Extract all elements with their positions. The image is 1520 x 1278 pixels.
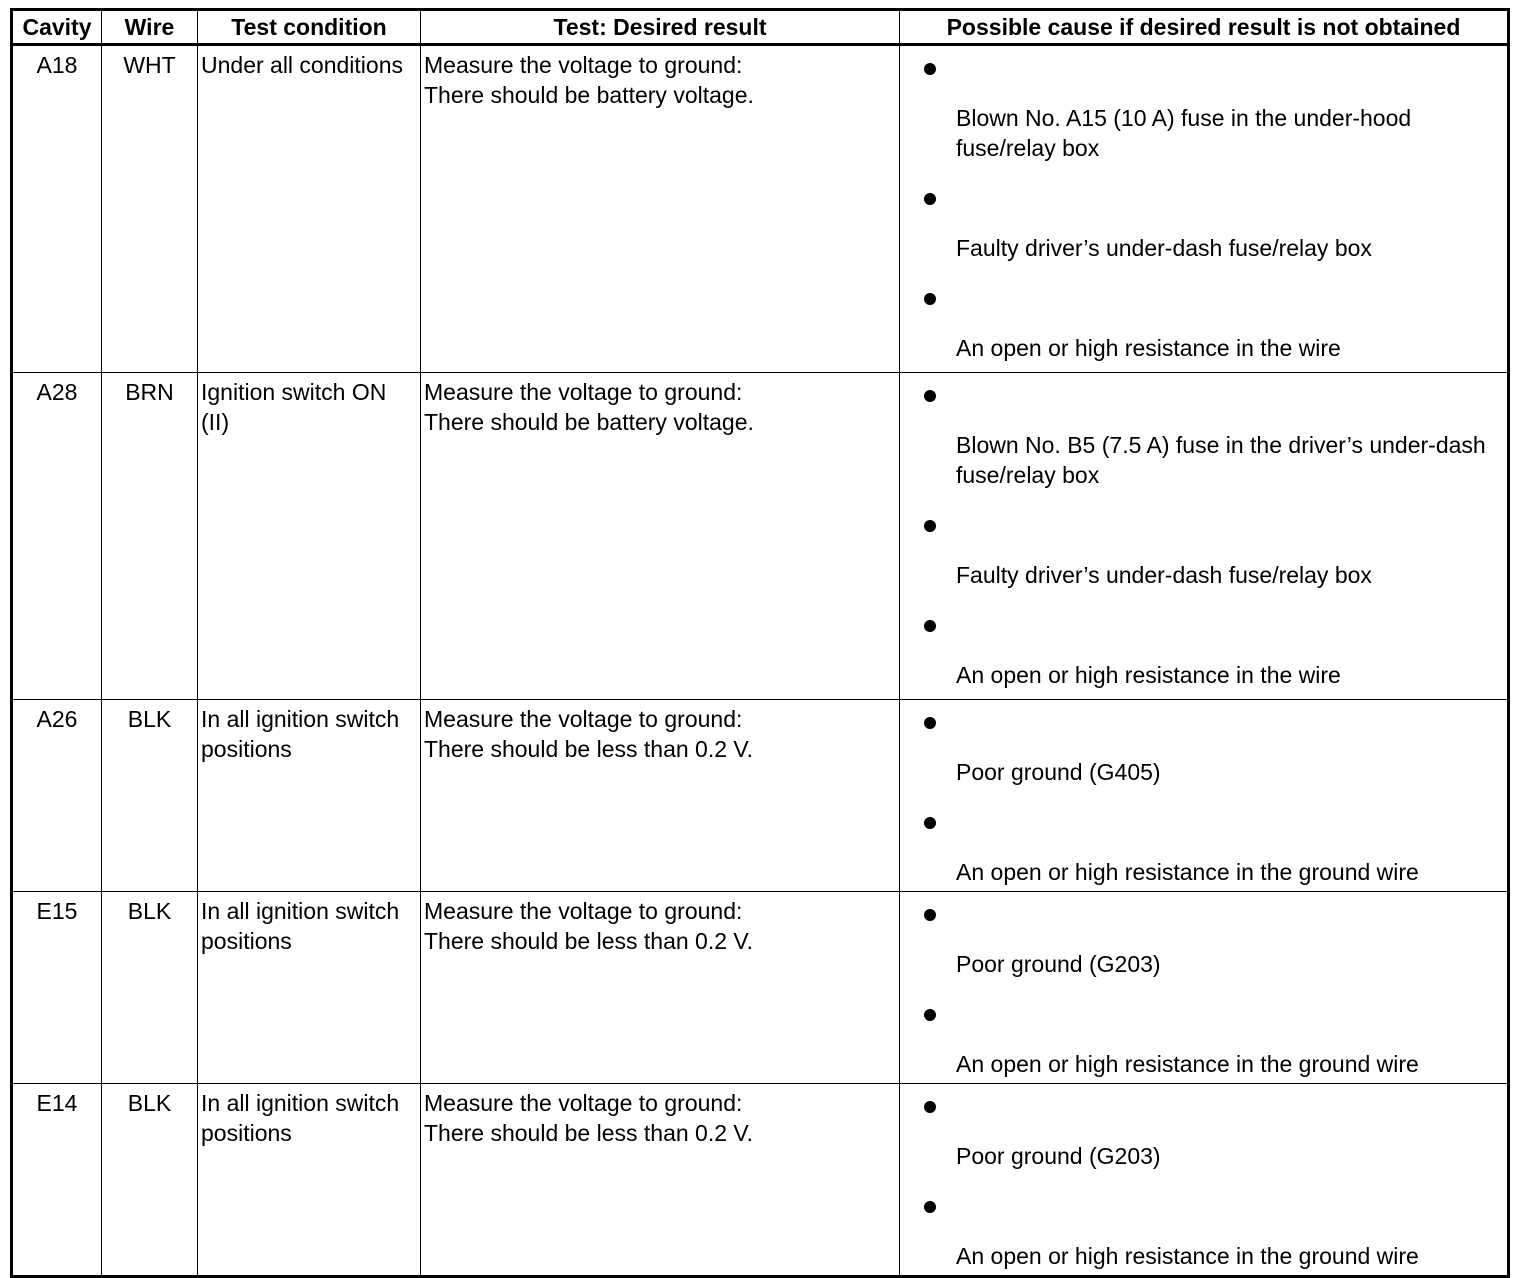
result-cell bbox=[421, 700, 900, 892]
wire-cell: BLK bbox=[102, 700, 198, 892]
bullet-icon bbox=[924, 620, 936, 632]
cause-text: An open or high resistance in the ground wire bbox=[956, 1051, 1419, 1077]
header-row bbox=[12, 10, 1509, 45]
result-line: There should be less than 0.2 V. bbox=[424, 928, 754, 954]
cause-text: Faulty driver’s under-dash fuse/relay box bbox=[956, 562, 1372, 588]
cause-item bbox=[921, 288, 1504, 363]
bullet-icon bbox=[924, 1009, 936, 1021]
cause-text: Poor ground (G405) bbox=[956, 759, 1161, 785]
wire-cell: BLK bbox=[102, 1084, 198, 1277]
bullet-icon bbox=[924, 717, 936, 729]
header-possible-cause: Possible cause if desired result is not obtained bbox=[900, 10, 1509, 45]
bullet-icon bbox=[924, 520, 936, 532]
cause-item bbox=[921, 1004, 1504, 1079]
cause-item bbox=[921, 385, 1504, 490]
cause-list bbox=[903, 377, 1504, 699]
cause-text: An open or high resistance in the wire bbox=[956, 662, 1341, 688]
result-line: Measure the voltage to ground: bbox=[424, 52, 743, 78]
cause-text: Blown No. B5 (7.5 A) fuse in the driver’s under-dash fuse/relay box bbox=[956, 432, 1486, 488]
cause-item bbox=[921, 58, 1504, 163]
causes-cell bbox=[900, 373, 1509, 700]
bullet-icon bbox=[924, 193, 936, 205]
header-desired-result: Test: Desired result bbox=[421, 10, 900, 45]
causes-cell bbox=[900, 892, 1509, 1084]
cause-text: Poor ground (G203) bbox=[956, 951, 1161, 977]
cavity-cell: A28 bbox=[12, 373, 102, 700]
table-row bbox=[12, 892, 1509, 1084]
wire-cell: BLK bbox=[102, 892, 198, 1084]
bullet-icon bbox=[924, 63, 936, 75]
result-line: Measure the voltage to ground: bbox=[424, 898, 743, 924]
result-line: Measure the voltage to ground: bbox=[424, 379, 743, 405]
result-line: There should be less than 0.2 V. bbox=[424, 1120, 754, 1146]
table-row bbox=[12, 45, 1509, 373]
table-row bbox=[12, 373, 1509, 700]
table-row bbox=[12, 1084, 1509, 1277]
cause-item bbox=[921, 615, 1504, 690]
wire-cell: WHT bbox=[102, 45, 198, 373]
cavity-cell: E15 bbox=[12, 892, 102, 1084]
header-wire: Wire bbox=[102, 10, 198, 45]
cause-item bbox=[921, 1096, 1504, 1171]
wire-cell: BRN bbox=[102, 373, 198, 700]
cavity-cell: E14 bbox=[12, 1084, 102, 1277]
cause-list bbox=[903, 1088, 1504, 1275]
condition-cell: In all ignition switch positions bbox=[198, 1084, 421, 1277]
result-line: There should be battery voltage. bbox=[424, 82, 754, 108]
cause-list bbox=[903, 896, 1504, 1083]
causes-cell bbox=[900, 45, 1509, 373]
result-cell bbox=[421, 373, 900, 700]
cause-text: An open or high resistance in the ground wire bbox=[956, 859, 1419, 885]
cause-item bbox=[921, 515, 1504, 590]
header-cavity: Cavity bbox=[12, 10, 102, 45]
cause-item bbox=[921, 188, 1504, 263]
header-test-condition: Test condition bbox=[198, 10, 421, 45]
cause-text: Faulty driver’s under-dash fuse/relay box bbox=[956, 235, 1372, 261]
cause-list bbox=[903, 704, 1504, 891]
bullet-icon bbox=[924, 390, 936, 402]
causes-cell bbox=[900, 1084, 1509, 1277]
result-line: Measure the voltage to ground: bbox=[424, 1090, 743, 1116]
cause-item bbox=[921, 712, 1504, 787]
bullet-icon bbox=[924, 817, 936, 829]
cavity-cell: A18 bbox=[12, 45, 102, 373]
condition-cell: Ignition switch ON (II) bbox=[198, 373, 421, 700]
cause-text: An open or high resistance in the ground wire bbox=[956, 1243, 1419, 1269]
diagnostic-table bbox=[10, 8, 1510, 1278]
cause-text: An open or high resistance in the wire bbox=[956, 335, 1341, 361]
bullet-icon bbox=[924, 293, 936, 305]
cause-text: Blown No. A15 (10 A) fuse in the under-hood fuse/relay box bbox=[956, 105, 1412, 161]
result-cell bbox=[421, 45, 900, 373]
condition-cell: In all ignition switch positions bbox=[198, 700, 421, 892]
result-cell bbox=[421, 892, 900, 1084]
result-line: There should be less than 0.2 V. bbox=[424, 736, 754, 762]
bullet-icon bbox=[924, 1201, 936, 1213]
cavity-cell: A26 bbox=[12, 700, 102, 892]
table-row bbox=[12, 700, 1509, 892]
result-line: Measure the voltage to ground: bbox=[424, 706, 743, 732]
bullet-icon bbox=[924, 909, 936, 921]
bullet-icon bbox=[924, 1101, 936, 1113]
cause-item bbox=[921, 1196, 1504, 1271]
cause-text: Poor ground (G203) bbox=[956, 1143, 1161, 1169]
result-cell bbox=[421, 1084, 900, 1277]
cause-item bbox=[921, 812, 1504, 887]
cause-item bbox=[921, 904, 1504, 979]
cause-list bbox=[903, 50, 1504, 372]
result-line: There should be battery voltage. bbox=[424, 409, 754, 435]
condition-cell: Under all conditions bbox=[198, 45, 421, 373]
condition-cell: In all ignition switch positions bbox=[198, 892, 421, 1084]
causes-cell bbox=[900, 700, 1509, 892]
